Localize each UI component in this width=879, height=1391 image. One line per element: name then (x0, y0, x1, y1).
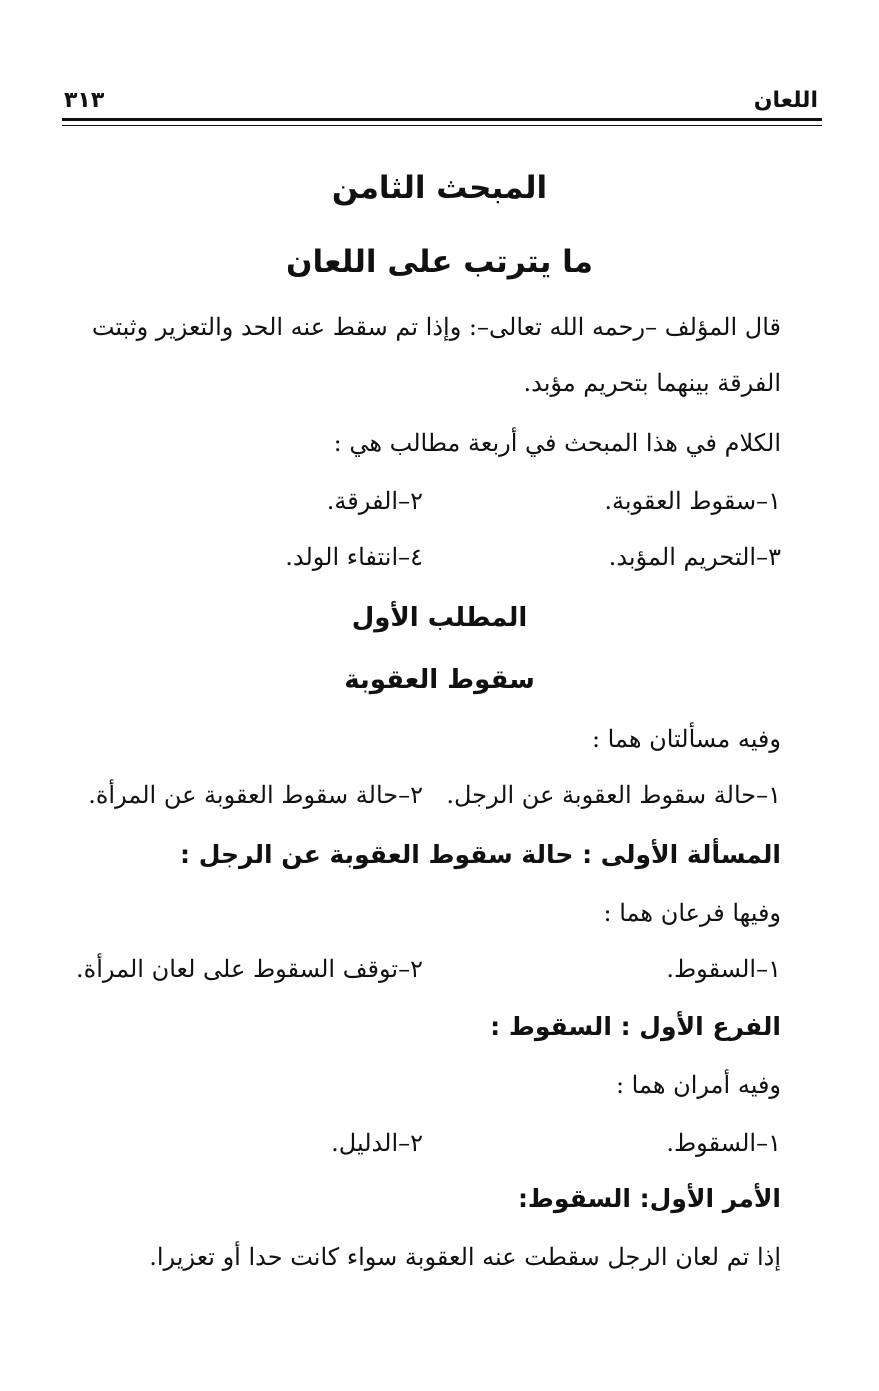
issues-intro: وفيه مسألتان هما : (591, 725, 781, 753)
header-rule-thin (62, 125, 822, 126)
intro-line-1: قال المؤلف –رحمه الله تعالى–: وإذا تم سقط عنه الحد والتعزير وثبتت (91, 313, 781, 341)
topics-row-1 (69, 480, 781, 522)
matters-row (69, 1122, 781, 1164)
branch-item: ٢–توقف السقوط على لعان المرأة. (76, 955, 423, 983)
chapter-heading: المبحث الثامن (331, 170, 548, 206)
branches-intro: وفيها فرعان هما : (603, 899, 781, 927)
section-heading: المطلب الأول (351, 603, 528, 633)
matter-heading: الأمر الأول: السقوط: (517, 1184, 781, 1213)
running-title: اللعان (753, 88, 818, 113)
matters-intro: وفيه أمران هما : (615, 1071, 781, 1099)
topics-row-2 (69, 536, 781, 578)
branch-item: ١–السقوط. (666, 955, 781, 983)
header-rule-thick (62, 118, 822, 121)
matter-item: ٢–الدليل. (331, 1129, 423, 1157)
intro-line-2: الفرقة بينهما بتحريم مؤبد. (523, 369, 781, 397)
closing-paragraph: إذا تم لعان الرجل سقطت عنه العقوبة سواء كانت حدا أو تعزيرا. (149, 1243, 781, 1271)
topic-item: ٣–التحريم المؤبد. (608, 543, 781, 571)
section-title: سقوط العقوبة (344, 665, 535, 695)
topic-item: ٤–انتفاء الولد. (285, 543, 423, 571)
page-number: ٣١٣ (64, 88, 105, 113)
issue-item: ١–حالة سقوط العقوبة عن الرجل. (446, 781, 781, 809)
topic-item: ١–سقوط العقوبة. (604, 487, 781, 515)
topics-intro: الكلام في هذا المبحث في أربعة مطالب هي : (333, 429, 781, 457)
chapter-subtitle: ما يترتب على اللعان (286, 244, 593, 280)
matter-item: ١–السقوط. (666, 1129, 781, 1157)
issue-item: ٢–حالة سقوط العقوبة عن المرأة. (88, 781, 423, 809)
branches-row (69, 948, 781, 990)
issues-row (69, 774, 781, 816)
issue-heading: المسألة الأولى : حالة سقوط العقوبة عن الرجل : (180, 840, 781, 869)
page-header (62, 88, 822, 116)
topic-item: ٢–الفرقة. (326, 487, 423, 515)
branch-heading: الفرع الأول : السقوط : (490, 1012, 781, 1041)
